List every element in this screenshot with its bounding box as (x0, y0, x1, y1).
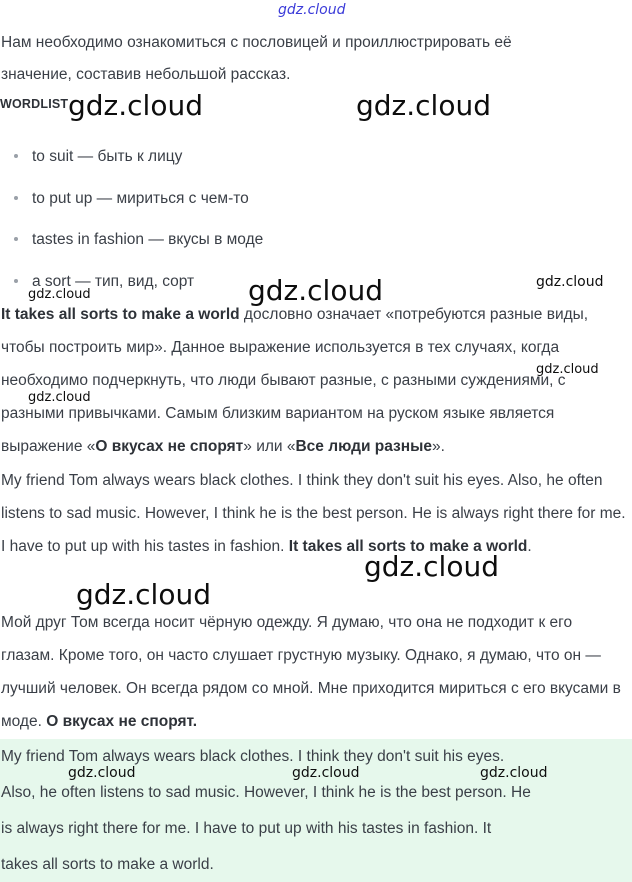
answer-line-4: takes all sorts to make a world. (1, 856, 214, 873)
wordlist-item: tastes in fashion — вкусы в моде (14, 231, 263, 249)
answer-line-3: is always right there for me. I have to put up with his tastes in fashion. It (1, 820, 492, 837)
wordlist-title: WORDLIST (0, 97, 69, 111)
intro-line-2: значение, составив небольшой рассказ. (1, 66, 291, 83)
watermark: gdz.cloud (292, 765, 360, 781)
watermark: gdz.cloud (364, 550, 499, 583)
watermark: gdz.cloud (68, 89, 203, 122)
wordlist-item: a sort — тип, вид, сорт (14, 273, 194, 291)
bullet-icon (14, 279, 18, 283)
watermark: gdz.cloud (356, 89, 491, 122)
watermark: gdz.cloud (248, 274, 383, 307)
watermark: gdz.cloud (68, 765, 136, 781)
watermark: gdz.cloud (28, 390, 91, 405)
watermark: gdz.cloud (536, 362, 599, 377)
bullet-icon (14, 237, 18, 241)
answer-line-1: My friend Tom always wears black clothes. I think they don't suit his eyes. (1, 748, 505, 765)
intro-line-1: Нам необходимо ознакомиться с пословицей и проиллюстрировать её (1, 34, 512, 51)
wordlist-item: to put up — мириться с чем-то (14, 190, 249, 208)
watermark: gdz.cloud (278, 2, 346, 18)
watermark: gdz.cloud (28, 287, 91, 302)
watermark: gdz.cloud (76, 578, 211, 611)
story-russian-paragraph: Мой друг Том всегда носит чёрную одежду. Я думаю, что она не подходит к его глазам. Кроме того, он часто слушает грустную музыку. Однако, я думаю, что он — лучший человек. Он всегда рядом со мной. Мне приходится мириться с его вкусами в моде. О вкусах не спорят. (1, 614, 621, 730)
watermark: gdz.cloud (536, 274, 604, 290)
answer-line-2: Also, he often listens to sad music. However, I think he is the best person. He (1, 784, 531, 801)
bullet-icon (14, 154, 18, 158)
bullet-icon (14, 196, 18, 200)
wordlist-item: to suit — быть к лицу (14, 148, 182, 166)
watermark: gdz.cloud (480, 765, 548, 781)
story-english-paragraph: My friend Tom always wears black clothes. I think they don't suit his eyes. Also, he often listens to sad music. However, I think he is the best person. He is always right there for me. I have to put up with his tastes in fashion. It takes all sorts to make a world. (1, 472, 626, 555)
explanation-paragraph: It takes all sorts to make a world дословно означает «потребуются разные виды, чтобы построить мир». Данное выражение используется в тех случаях, когда необходимо подчеркнуть, что люди бывают разные, с разными суждениями, с разными привычками. Самым близким вариантом на руском языке является выражение «О вкусах не спорят» или «Все люди разные». (1, 306, 589, 455)
